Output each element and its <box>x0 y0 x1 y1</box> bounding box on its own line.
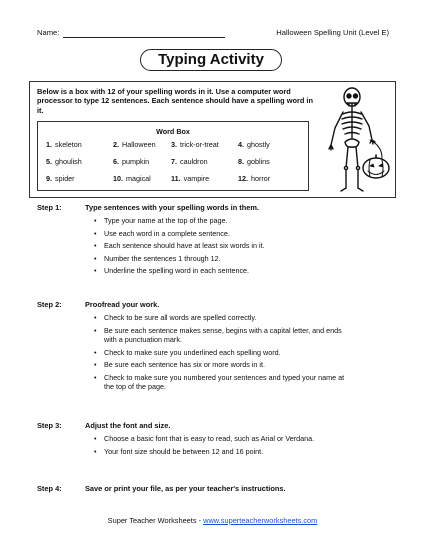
instruction-item: • Be sure each sentence makes sense, begins with a capital letter, and ends with a punctuation mark. <box>94 326 352 345</box>
step-heading: Proofread your work. <box>85 300 160 309</box>
word-number: 8. <box>238 157 244 166</box>
name-blank-line <box>63 37 225 38</box>
word-box-item <box>238 174 270 183</box>
step-label: Step 1: <box>37 203 62 212</box>
word-box-item <box>113 174 151 183</box>
word-number: 7. <box>171 157 177 166</box>
instruction-item: • Check to make sure you numbered your sentences and typed your name at the top of the page. <box>94 373 352 392</box>
step-heading: Save or print your file, as per your teacher's instructions. <box>85 484 286 493</box>
step-heading: Adjust the font and size. <box>85 421 171 430</box>
word-box-item <box>238 157 270 166</box>
step-instructions <box>94 313 352 395</box>
word-box-item <box>238 140 270 149</box>
step-instructions <box>94 216 352 279</box>
word-number: 3. <box>171 140 177 149</box>
word-number: 11. <box>171 174 181 183</box>
spelling-word: magical <box>126 174 151 183</box>
word-box-item <box>46 140 82 149</box>
spelling-word: horror <box>251 174 271 183</box>
footer <box>0 516 425 525</box>
instruction-item: • Choose a basic font that is easy to read, such as Arial or Verdana. <box>94 434 352 443</box>
step-label: Step 2: <box>37 300 62 309</box>
spelling-word: cauldron <box>180 157 208 166</box>
instruction-item: • Check to be sure all words are spelled correctly. <box>94 313 352 322</box>
word-number: 2. <box>113 140 119 149</box>
step-instructions <box>94 434 352 459</box>
spelling-word: vampire <box>183 174 210 183</box>
instruction-item: • Check to make sure you underlined each spelling word. <box>94 348 352 357</box>
spelling-word: pumpkin <box>122 157 150 166</box>
word-box-item <box>171 157 208 166</box>
spelling-word: Halloween <box>122 140 156 149</box>
word-number: 4. <box>238 140 244 149</box>
word-number: 12. <box>238 174 248 183</box>
spelling-word: skeleton <box>55 140 82 149</box>
instruction-item: • Your font size should be between 12 and 16 point. <box>94 447 352 456</box>
word-box-item <box>171 140 219 149</box>
instruction-item: • Type your name at the top of the page. <box>94 216 352 225</box>
spelling-word: ghostly <box>247 140 270 149</box>
step-heading: Type sentences with your spelling words in them. <box>85 203 259 212</box>
word-box-title: Word Box <box>156 127 190 136</box>
intro-text: Below is a box with 12 of your spelling words in it. Use a computer word processor to type 12 sentences. Each sentence should have a spelling word in it. <box>37 87 314 115</box>
spelling-word: spider <box>55 174 75 183</box>
instruction-item: • Underline the spelling word in each sentence. <box>94 266 352 275</box>
step-label: Step 4: <box>37 484 62 493</box>
instruction-item: • Number the sentences 1 through 12. <box>94 254 352 263</box>
word-box <box>37 121 309 191</box>
unit-label: Halloween Spelling Unit (Level E) <box>276 28 389 37</box>
word-box-item <box>113 140 156 149</box>
word-number: 10. <box>113 174 123 183</box>
word-box-item <box>46 157 82 166</box>
name-label: Name: <box>37 28 60 37</box>
word-box-item <box>113 157 149 166</box>
word-number: 1. <box>46 140 52 149</box>
word-box-item <box>171 174 209 183</box>
step-label: Step 3: <box>37 421 62 430</box>
page-title: Typing Activity <box>140 49 282 71</box>
word-number: 6. <box>113 157 119 166</box>
instruction-item: • Be sure each sentence has six or more words in it. <box>94 360 352 369</box>
word-box-panel <box>29 81 396 198</box>
instruction-item: • Use each word in a complete sentence. <box>94 229 352 238</box>
footer-link[interactable]: www.superteacherworksheets.com <box>203 516 318 525</box>
word-box-item <box>46 174 75 183</box>
spelling-word: goblins <box>247 157 270 166</box>
spelling-word: trick-or-treat <box>180 140 219 149</box>
skeleton-pumpkin-illustration <box>310 82 395 199</box>
worksheet-header <box>37 28 389 40</box>
word-number: 5. <box>46 157 52 166</box>
footer-text: Super Teacher Worksheets - <box>107 516 204 525</box>
instruction-item: • Each sentence should have at least six words in it. <box>94 241 352 250</box>
spelling-word: ghoulish <box>55 157 82 166</box>
word-number: 9. <box>46 174 52 183</box>
